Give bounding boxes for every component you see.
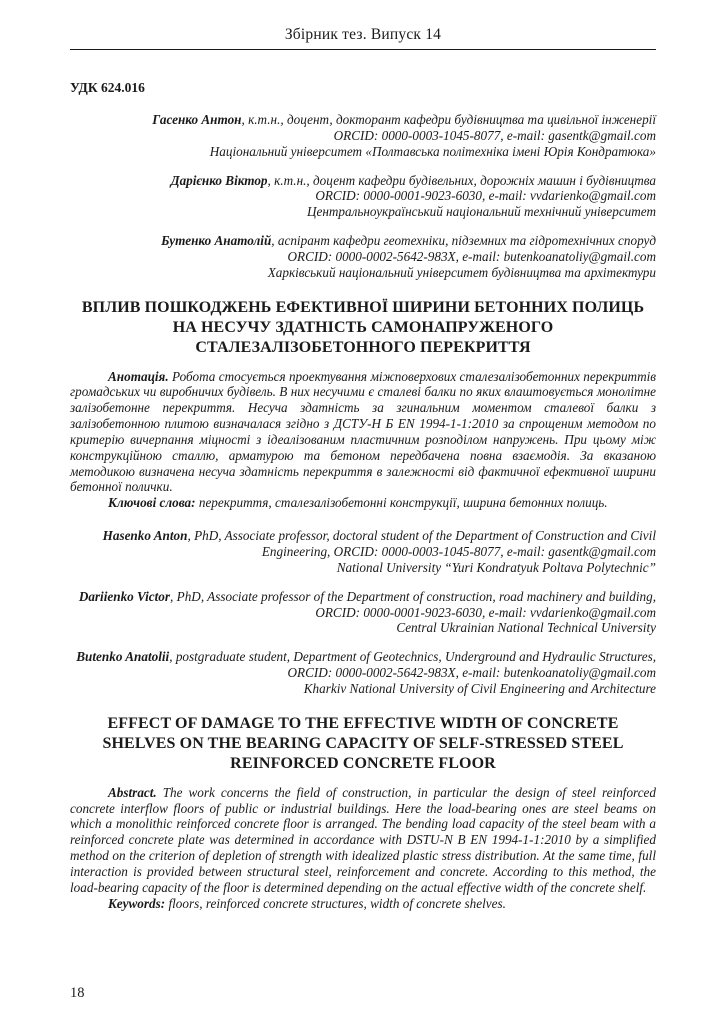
author-name: Dariienko Victor (78, 588, 171, 604)
author-name-line (70, 173, 656, 189)
running-head (70, 26, 656, 50)
author-contact: ORCID: 0000-0002-5642-983X, e-mail: butenkoanatoliy@gmail.com (287, 248, 656, 264)
author-affiliation: Центральноукраїнський національний технічний університет (306, 204, 656, 220)
author-role: , к.т.н., доцент кафедри будівельних, дорожніх машин і будівництва (267, 172, 656, 188)
author-name: Гасенко Антон (152, 112, 242, 127)
abstract-label-en: Abstract. (108, 784, 157, 800)
author-name: Бутенко Анатолій (161, 233, 272, 249)
keywords-label-en: Keywords: (108, 895, 166, 911)
abstract-ua (70, 369, 656, 496)
author-affiliation: National University “Yuri Kondratyuk Poltava Polytechnic” (336, 559, 656, 575)
author-affiliation: Kharkiv National University of Civil Engineering and Architecture (303, 680, 656, 696)
journal-title: Збірник тез. Випуск 14 (284, 26, 442, 43)
author-name-line (70, 589, 656, 621)
author-role: , аспірант кафедри геотехніки, підземних та гідротехнічних споруд (271, 233, 656, 249)
author-block-en-2 (70, 589, 656, 637)
keywords-text-ua: перекриття, сталезалізобетонні конструкції, ширина бетонних полиць. (195, 495, 608, 511)
udc-code: УДК 624.016 (70, 80, 145, 95)
page-number: 18 (70, 985, 85, 1001)
author-name: Butenko Anatolii (76, 649, 170, 665)
authors-ua-section (70, 112, 656, 281)
authors-en-section (70, 528, 656, 697)
abstract-text-ua: Робота стосується проектування міжповерхових сталезалізобетонних перекриттів громадських чи виробничих будівель. В них несучими є сталеві балки по яких влаштовується монолітне залізобетонне перекриття. Несуча здатність за згинальним моментом сталевої балки з залізобетонною плитою визначалася згідно з ДСТУ-Н Б EN 1994-1-1:2010 за спрощеним методом по критерію вичерпання міцності з ідеалізованим пластичним розподілом напружень. При цьому між конструкційною сталлю, арматурою та бетоном передбачена повна взаємодія. За вказаною методикою визначена несуча здатність перекриття в залежності від фактичної ефективної ширини бетонної полички. (70, 368, 656, 495)
abstract-en (70, 785, 656, 896)
author-name: Hasenko Anton (102, 528, 188, 544)
author-contact: ORCID: 0000-0001-9023-6030, e-mail: vvdarienko@gmail.com (315, 188, 656, 204)
abstract-label-ua: Анотація. (108, 368, 169, 384)
author-role: , postgraduate student, Department of Geotechnics, Underground and Hydraulic Structures, ORCID: 0000-0002-5642-983X, e-mail: butenkoanatoliy@gmail.com (169, 649, 656, 681)
author-affiliation: Харківський національний університет будівництва та архітектури (267, 264, 656, 280)
author-block-ua-1 (70, 112, 656, 160)
title-ua: ВПЛИВ ПОШКОДЖЕНЬ ЕФЕКТИВНОЇ ШИРИНИ БЕТОННИХ ПОЛИЦЬ НА НЕСУЧУ ЗДАТНІСТЬ САМОНАПРУЖЕНОГО СТАЛЕЗАЛІЗОБЕТОННОГО ПЕРЕКРИТТЯ (81, 298, 645, 357)
keywords-label-ua: Ключові слова: (108, 495, 196, 511)
keywords-ua (70, 495, 656, 511)
author-name-line (70, 112, 656, 128)
author-block-ua-3 (70, 233, 656, 281)
author-name-line (70, 233, 656, 249)
author-contact: ORCID: 0000-0003-1045-8077, e-mail: gasentk@gmail.com (333, 127, 656, 143)
author-block-en-1 (70, 528, 656, 576)
author-affiliation: Central Ukrainian National Technical University (396, 620, 656, 636)
author-name-line (70, 528, 656, 560)
title-en: EFFECT OF DAMAGE TO THE EFFECTIVE WIDTH OF CONCRETE SHELVES ON THE BEARING CAPACITY OF SELF-STRESSED STEEL REINFORCED CONCRETE FLOOR (102, 714, 624, 773)
author-role: , PhD, Associate professor, doctoral student of the Department of Construction and Civil Engineering, ORCID: 0000-0003-1045-8077, e-mail: gasentk@gmail.com (187, 528, 656, 559)
header-rule (70, 49, 656, 50)
author-role: , к.т.н., доцент, докторант кафедри будівництва та цивільної інженерії (241, 112, 656, 127)
author-role: , PhD, Associate professor of the Department of construction, road machinery and building, ORCID: 0000-0001-9023-6030, e-mail: vvdarienko@gmail.com (170, 588, 656, 620)
abstract-text-en: The work concerns the field of construction, in particular the design of steel reinforced concrete interflow floors of public or industrial buildings. Here the load-bearing ones are steel beams on which a monolithic reinforced concrete floor is arranged. The bending load capacity of the steel beam with a reinforced concrete plate was determined in accordance with DSTU-N B EN 1994-1-1:2010 by a simplified method on the criterion of depletion of strength with idealized plastic stress distribution. At the same time, full interaction is provided between structural steel, reinforcement and concrete. According to this method, the load-bearing capacity of the floor is determined depending on the actual effective width of the concrete shelf. (70, 784, 656, 895)
keywords-en (70, 896, 656, 912)
author-block-en-3 (70, 649, 656, 697)
page-footer (70, 984, 656, 1002)
author-name-line (70, 649, 656, 681)
keywords-text-en: floors, reinforced concrete structures, width of concrete shelves. (165, 895, 506, 911)
author-block-ua-2 (70, 173, 656, 221)
author-name: Дарієнко Віктор (170, 172, 268, 188)
author-affiliation: Національний університет «Полтавська політехніка імені Юрія Кондратюка» (209, 143, 656, 159)
